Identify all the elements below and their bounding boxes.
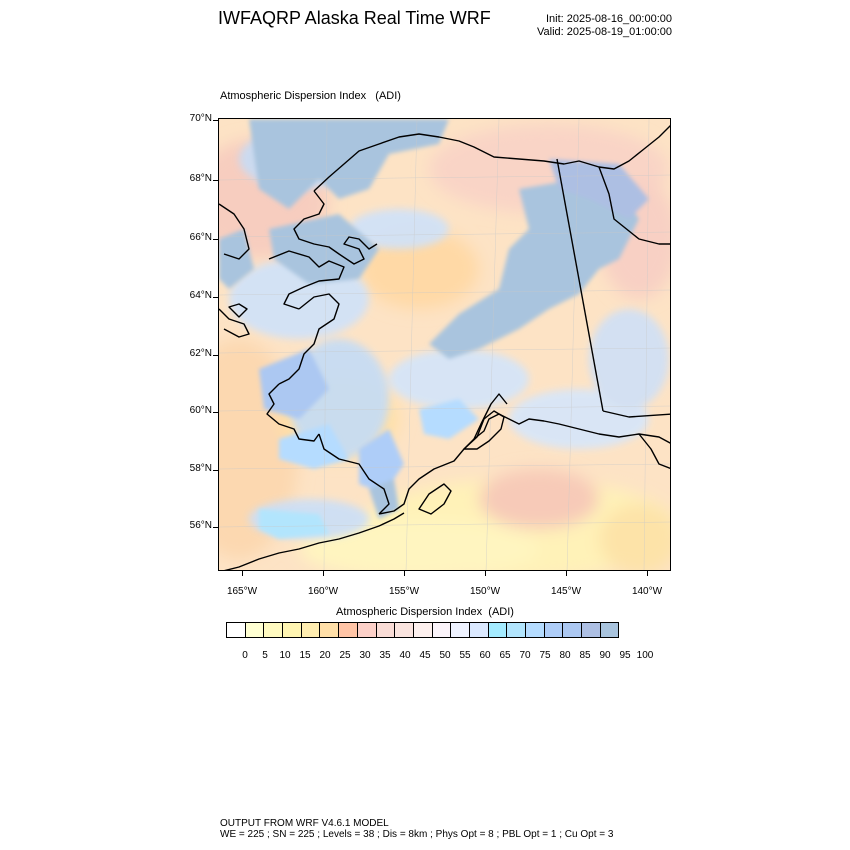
colorbar-label: 35 [379, 650, 391, 661]
colorbar-label: 100 [636, 650, 654, 661]
colorbar-title: Atmospheric Dispersion Index (ADI) [336, 606, 514, 618]
lon-label-150w: 150°W [469, 586, 501, 597]
lat-label-64n: 64°N [189, 290, 212, 301]
colorbar-swatch [506, 622, 526, 638]
colorbar-label: 40 [399, 650, 411, 661]
map-panel [218, 118, 671, 571]
lon-label-165w: 165°W [226, 586, 258, 597]
colorbar-label: 60 [479, 650, 491, 661]
colorbar-swatch [562, 622, 582, 638]
colorbar-label: 70 [519, 650, 531, 661]
colorbar-swatch [581, 622, 601, 638]
colorbar-swatch [544, 622, 564, 638]
colorbar-swatch [432, 622, 452, 638]
colorbar-label: 45 [419, 650, 431, 661]
lon-tick [323, 571, 324, 576]
colorbar-swatch [600, 622, 620, 638]
valid-time: Valid: 2025-08-19_01:00:00 [537, 26, 672, 38]
panel-title: Atmospheric Dispersion Index (ADI) [220, 90, 401, 102]
colorbar-swatch [319, 622, 339, 638]
lat-label-56n: 56°N [189, 520, 212, 531]
colorbar-label: 55 [459, 650, 471, 661]
colorbar-swatch [469, 622, 489, 638]
lat-tick [213, 239, 218, 240]
colorbar-label: 0 [242, 650, 248, 661]
colorbar-swatch [525, 622, 545, 638]
lat-tick [213, 180, 218, 181]
lat-label-62n: 62°N [189, 348, 212, 359]
colorbar-swatch [450, 622, 470, 638]
lon-tick [242, 571, 243, 576]
colorbar-label: 50 [439, 650, 451, 661]
model-version: OUTPUT FROM WRF V4.6.1 MODEL [220, 818, 389, 829]
colorbar-label: 20 [319, 650, 331, 661]
lon-tick [404, 571, 405, 576]
colorbar-label: 5 [262, 650, 268, 661]
colorbar-swatch [301, 622, 321, 638]
lon-label-155w: 155°W [388, 586, 420, 597]
colorbar-swatch [357, 622, 377, 638]
lon-tick [566, 571, 567, 576]
colorbar-swatch [245, 622, 265, 638]
colorbar-label: 80 [559, 650, 571, 661]
colorbar-label: 90 [599, 650, 611, 661]
colorbar-label: 85 [579, 650, 591, 661]
model-info [220, 818, 613, 840]
lon-tick [647, 571, 648, 576]
colorbar-label: 25 [339, 650, 351, 661]
colorbar-label: 15 [299, 650, 311, 661]
colorbar-swatch [226, 622, 246, 638]
colorbar-label: 65 [499, 650, 511, 661]
lat-tick [213, 470, 218, 471]
adi-field-map [219, 119, 671, 571]
colorbar-swatch [263, 622, 283, 638]
colorbar-swatch [394, 622, 414, 638]
colorbar-label: 95 [619, 650, 631, 661]
lat-label-60n: 60°N [189, 405, 212, 416]
lat-tick [213, 120, 218, 121]
lat-tick [213, 412, 218, 413]
lat-label-58n: 58°N [189, 463, 212, 474]
model-config: WE = 225 ; SN = 225 ; Levels = 38 ; Dis = 8km ; Phys Opt = 8 ; PBL Opt = 1 ; Cu Opt = 3 [220, 829, 614, 840]
colorbar [226, 622, 618, 638]
lon-label-140w: 140°W [631, 586, 663, 597]
lon-label-145w: 145°W [550, 586, 582, 597]
lat-tick [213, 297, 218, 298]
lat-label-70n: 70°N [189, 113, 212, 124]
run-times [537, 13, 672, 39]
init-time: Init: 2025-08-16_00:00:00 [546, 13, 672, 25]
lat-tick [213, 355, 218, 356]
colorbar-swatch [282, 622, 302, 638]
lat-label-68n: 68°N [189, 173, 212, 184]
colorbar-label: 10 [279, 650, 291, 661]
colorbar-label: 30 [359, 650, 371, 661]
colorbar-label: 75 [539, 650, 551, 661]
lon-label-160w: 160°W [307, 586, 339, 597]
lat-tick [213, 527, 218, 528]
lat-label-66n: 66°N [189, 232, 212, 243]
map-title: IWFAQRP Alaska Real Time WRF [218, 8, 491, 28]
colorbar-swatch [413, 622, 433, 638]
colorbar-swatch [376, 622, 396, 638]
lon-tick [485, 571, 486, 576]
colorbar-swatch [338, 622, 358, 638]
colorbar-swatch [488, 622, 508, 638]
